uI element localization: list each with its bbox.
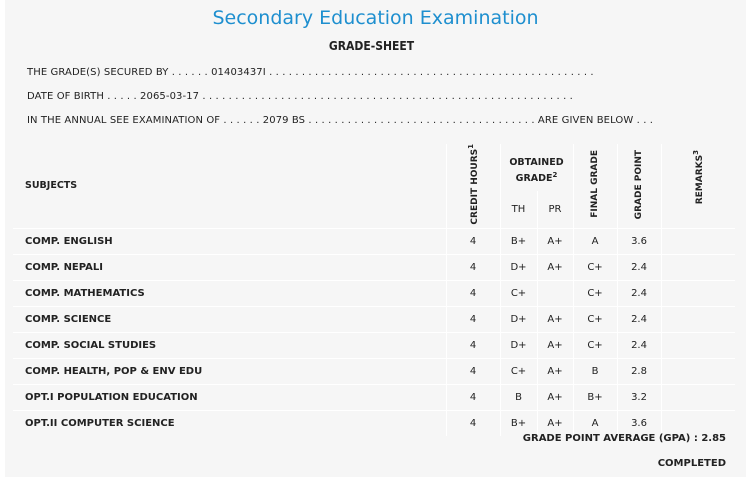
grade-point-cell: 3.6 — [617, 228, 661, 254]
th-header: TH — [500, 191, 537, 229]
final-grade-cell: C+ — [573, 280, 617, 306]
remarks-cell — [661, 306, 735, 332]
table-row — [13, 254, 735, 280]
final-grade-cell: A — [573, 228, 617, 254]
practical-grade-cell — [537, 280, 573, 306]
practical-grade-cell: A+ — [537, 228, 573, 254]
theory-grade-cell: D+ — [500, 254, 537, 280]
subject-cell: COMP. ENGLISH — [13, 228, 446, 254]
practical-grade-cell: A+ — [537, 306, 573, 332]
grade-point-header: GRADE POINT — [617, 144, 661, 228]
subject-cell: COMP. MATHEMATICS — [13, 280, 446, 306]
table-row — [13, 228, 735, 254]
credit-hours-cell: 4 — [446, 228, 500, 254]
table-row — [13, 306, 735, 332]
credit-hours-cell: 4 — [446, 254, 500, 280]
remarks-cell — [661, 410, 735, 436]
grade-point-cell: 3.6 — [617, 410, 661, 436]
credit-hours-cell: 4 — [446, 306, 500, 332]
grade-table — [13, 144, 735, 436]
credit-hours-cell: 4 — [446, 332, 500, 358]
grade-sheet-heading: GRADE-SHEET — [328, 39, 415, 53]
final-grade-cell: C+ — [573, 332, 617, 358]
subject-cell: OPT.II COMPUTER SCIENCE — [13, 410, 446, 436]
credit-hours-header: CREDIT HOURS$^1$ — [446, 144, 500, 228]
grade-point-cell: 2.4 — [617, 280, 661, 306]
table-row — [13, 280, 735, 306]
credit-hours-cell: 4 — [446, 358, 500, 384]
theory-grade-cell: B+ — [500, 228, 537, 254]
subject-cell: COMP. HEALTH, POP & ENV EDU — [13, 358, 446, 384]
remarks-cell — [661, 228, 735, 254]
remarks-cell — [661, 384, 735, 410]
table-row — [13, 384, 735, 410]
final-grade-cell: C+ — [573, 254, 617, 280]
theory-grade-cell: D+ — [500, 306, 537, 332]
remarks-cell — [661, 332, 735, 358]
final-grade-cell: C+ — [573, 306, 617, 332]
subjects-header: SUBJECTS — [13, 144, 446, 228]
grade-point-cell: 2.4 — [617, 332, 661, 358]
final-grade-cell: A — [573, 410, 617, 436]
grade-point-cell: 2.4 — [617, 306, 661, 332]
remarks-cell — [661, 280, 735, 306]
subject-cell: COMP. SCIENCE — [13, 306, 446, 332]
table-row — [13, 332, 735, 358]
table-row — [13, 358, 735, 384]
grade-point-cell: 3.2 — [617, 384, 661, 410]
exam-year-line: IN THE ANNUAL SEE EXAMINATION OF . . . . . . 2079 BS . . . . . . . . . . . . . . . . . . . . . . . . . . . . . . . . . . . ARE GIVEN BELOW . . . — [27, 115, 654, 126]
table-row — [13, 410, 735, 436]
credit-hours-cell: 4 — [446, 410, 500, 436]
final-grade-header: FINAL GRADE — [573, 144, 617, 228]
grade-sheet — [5, 0, 746, 477]
remarks-header: REMARKS$^3$ — [692, 150, 706, 205]
date-of-birth-line: DATE OF BIRTH . . . . . 2065-03-17 . . . . . . . . . . . . . . . . . . . . . . . . . . . . . . . . . . . . . . . . . . . . . . . . . . . . . . . . . — [27, 91, 573, 102]
theory-grade-cell: C+ — [500, 358, 537, 384]
practical-grade-cell: A+ — [537, 410, 573, 436]
theory-grade-cell: C+ — [500, 280, 537, 306]
practical-grade-cell: A+ — [537, 384, 573, 410]
theory-grade-cell: B — [500, 384, 537, 410]
subject-cell: OPT.I POPULATION EDUCATION — [13, 384, 446, 410]
grade-secured-by-line: THE GRADE(S) SECURED BY . . . . . . 01403437I . . . . . . . . . . . . . . . . . . . . . . . . . . . . . . . . . . . . . . . . . . . . . . . . . . — [27, 67, 594, 78]
final-grade-cell: B — [573, 358, 617, 384]
grade-point-cell: 2.4 — [617, 254, 661, 280]
theory-grade-cell: D+ — [500, 332, 537, 358]
obtained-grade-header: OBTAINED GRADE$^2$ — [500, 144, 573, 191]
grade-point-cell: 2.8 — [617, 358, 661, 384]
credit-hours-cell: 4 — [446, 384, 500, 410]
subject-cell: COMP. SOCIAL STUDIES — [13, 332, 446, 358]
credit-hours-cell: 4 — [446, 280, 500, 306]
pr-header: PR — [537, 191, 573, 229]
completion-status: COMPLETED — [657, 458, 726, 469]
remarks-cell — [661, 358, 735, 384]
theory-grade-cell: B+ — [500, 410, 537, 436]
final-grade-cell: B+ — [573, 384, 617, 410]
gpa-summary: GRADE POINT AVERAGE (GPA) : 2.85 — [522, 433, 726, 444]
subject-cell: COMP. NEPALI — [13, 254, 446, 280]
practical-grade-cell: A+ — [537, 332, 573, 358]
practical-grade-cell: A+ — [537, 254, 573, 280]
exam-title: Secondary Education Examination — [212, 7, 539, 29]
practical-grade-cell: A+ — [537, 358, 573, 384]
remarks-cell — [661, 254, 735, 280]
